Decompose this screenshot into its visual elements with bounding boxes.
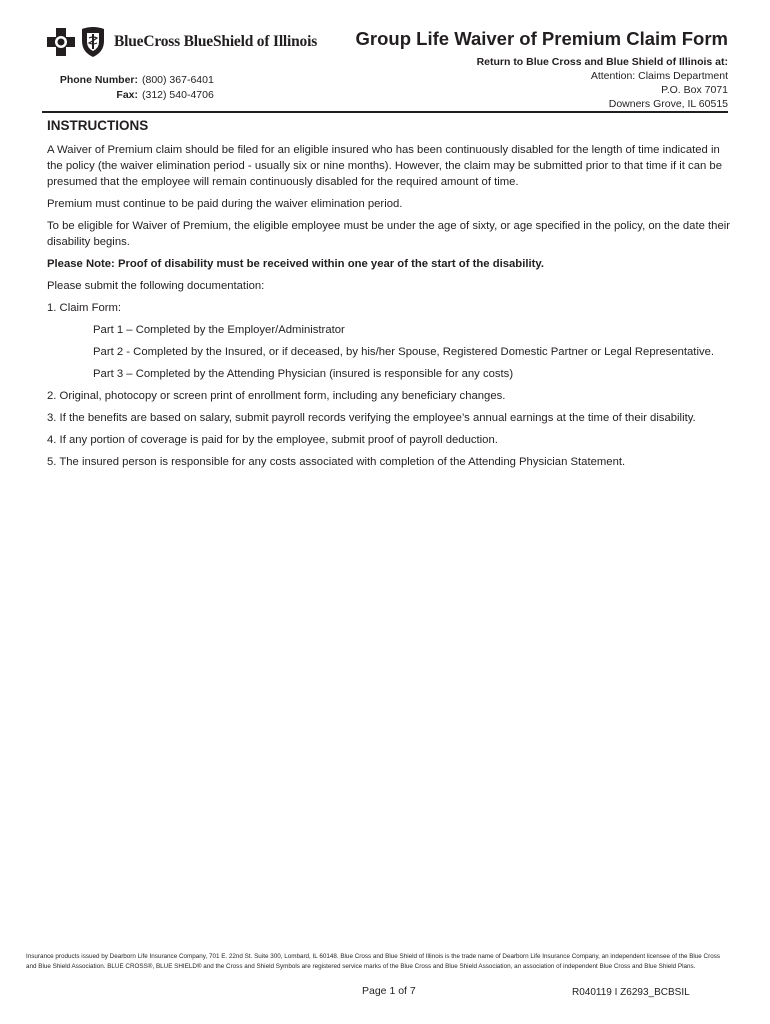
mailing-address [591,69,728,111]
claim-form-part: Part 2 - Completed by the Insured, or if deceased, by his/her Spouse, Registered Domestic Partner or Legal Representative. [93,346,715,358]
blue-cross-icon [46,27,76,57]
claim-form-part: Part 1 – Completed by the Employer/Administrator [93,324,345,336]
form-code: R040119 I Z6293_BCBSIL [572,987,690,998]
claim-form-part: Part 3 – Completed by the Attending Physician (insured is responsible for any costs) [93,368,514,380]
return-to-label: Return to Blue Cross and Blue Shield of Illinois at: [476,56,728,68]
instructions-paragraph: A Waiver of Premium claim should be filed for an eligible insured who has been continuously disabled for the length of time indicated in the policy (the waiver elimination period - usually six or nine months). However, the claim may be submitted prior to that time if it can be presumed that the employee will remain continuously disabled for the required amount of time. [47,144,722,188]
phone-label: Phone Number: [59,74,138,86]
logo-text: BlueCross BlueShield of Illinois [114,33,318,50]
list-item: 4. If any portion of coverage is paid for by the employee, submit proof of payroll deduction. [47,434,498,446]
blue-shield-icon [80,26,106,58]
address-line: P.O. Box 7071 [661,84,728,96]
legal-disclaimer: Insurance products issued by Dearborn Life Insurance Company, 701 E. 22nd St. Suite 300, Lombard, IL 60148. Blue Cross and Blue Shield of Illinois is the trade name of Dearborn Life Insurance Company, an independent licensee of the Blue Cross and Blue Shield Association. BLUE CROSS®, BLUE SHIELD® and the Cross and Shield Symbols are registered service marks of the Blue Cross and Blue Shield Association, an association of independent Blue Cross and Blue Shield Plans. [26,953,721,970]
page-number: Page 1 of 7 [362,985,416,997]
fax-number: (312) 540-4706 [142,89,214,101]
fax-label: Fax: [116,89,138,101]
instructions-paragraph: Premium must continue to be paid during the waiver elimination period. [47,198,403,210]
instructions-section [47,118,737,476]
address-line: Downers Grove, IL 60515 [608,98,728,110]
instructions-paragraph: To be eligible for Waiver of Premium, the eligible employee must be under the age of sixty, or age specified in the policy, on the date their disability begins. [47,220,730,248]
logo [46,24,317,60]
instructions-heading: INSTRUCTIONS [47,118,149,133]
submit-documentation-text: Please submit the following documentation: [47,280,265,292]
phone-number: (800) 367-6401 [142,74,214,86]
form-title: Group Life Waiver of Premium Claim Form [355,28,728,49]
address-line: Attention: Claims Department [590,70,728,82]
list-item: 5. The insured person is responsible for any costs associated with completion of the Attending Physician Statement. [47,456,626,468]
list-item: 2. Original, photocopy or screen print of enrollment form, including any beneficiary changes. [47,390,506,402]
list-item: 3. If the benefits are based on salary, submit payroll records verifying the employee’s annual earnings at the time of their disability. [47,412,696,424]
header-divider [42,111,728,113]
list-item: 1. Claim Form: [47,302,122,314]
disability-note: Please Note: Proof of disability must be received within one year of the start of the disability. [47,258,544,270]
contact-info [54,73,214,103]
